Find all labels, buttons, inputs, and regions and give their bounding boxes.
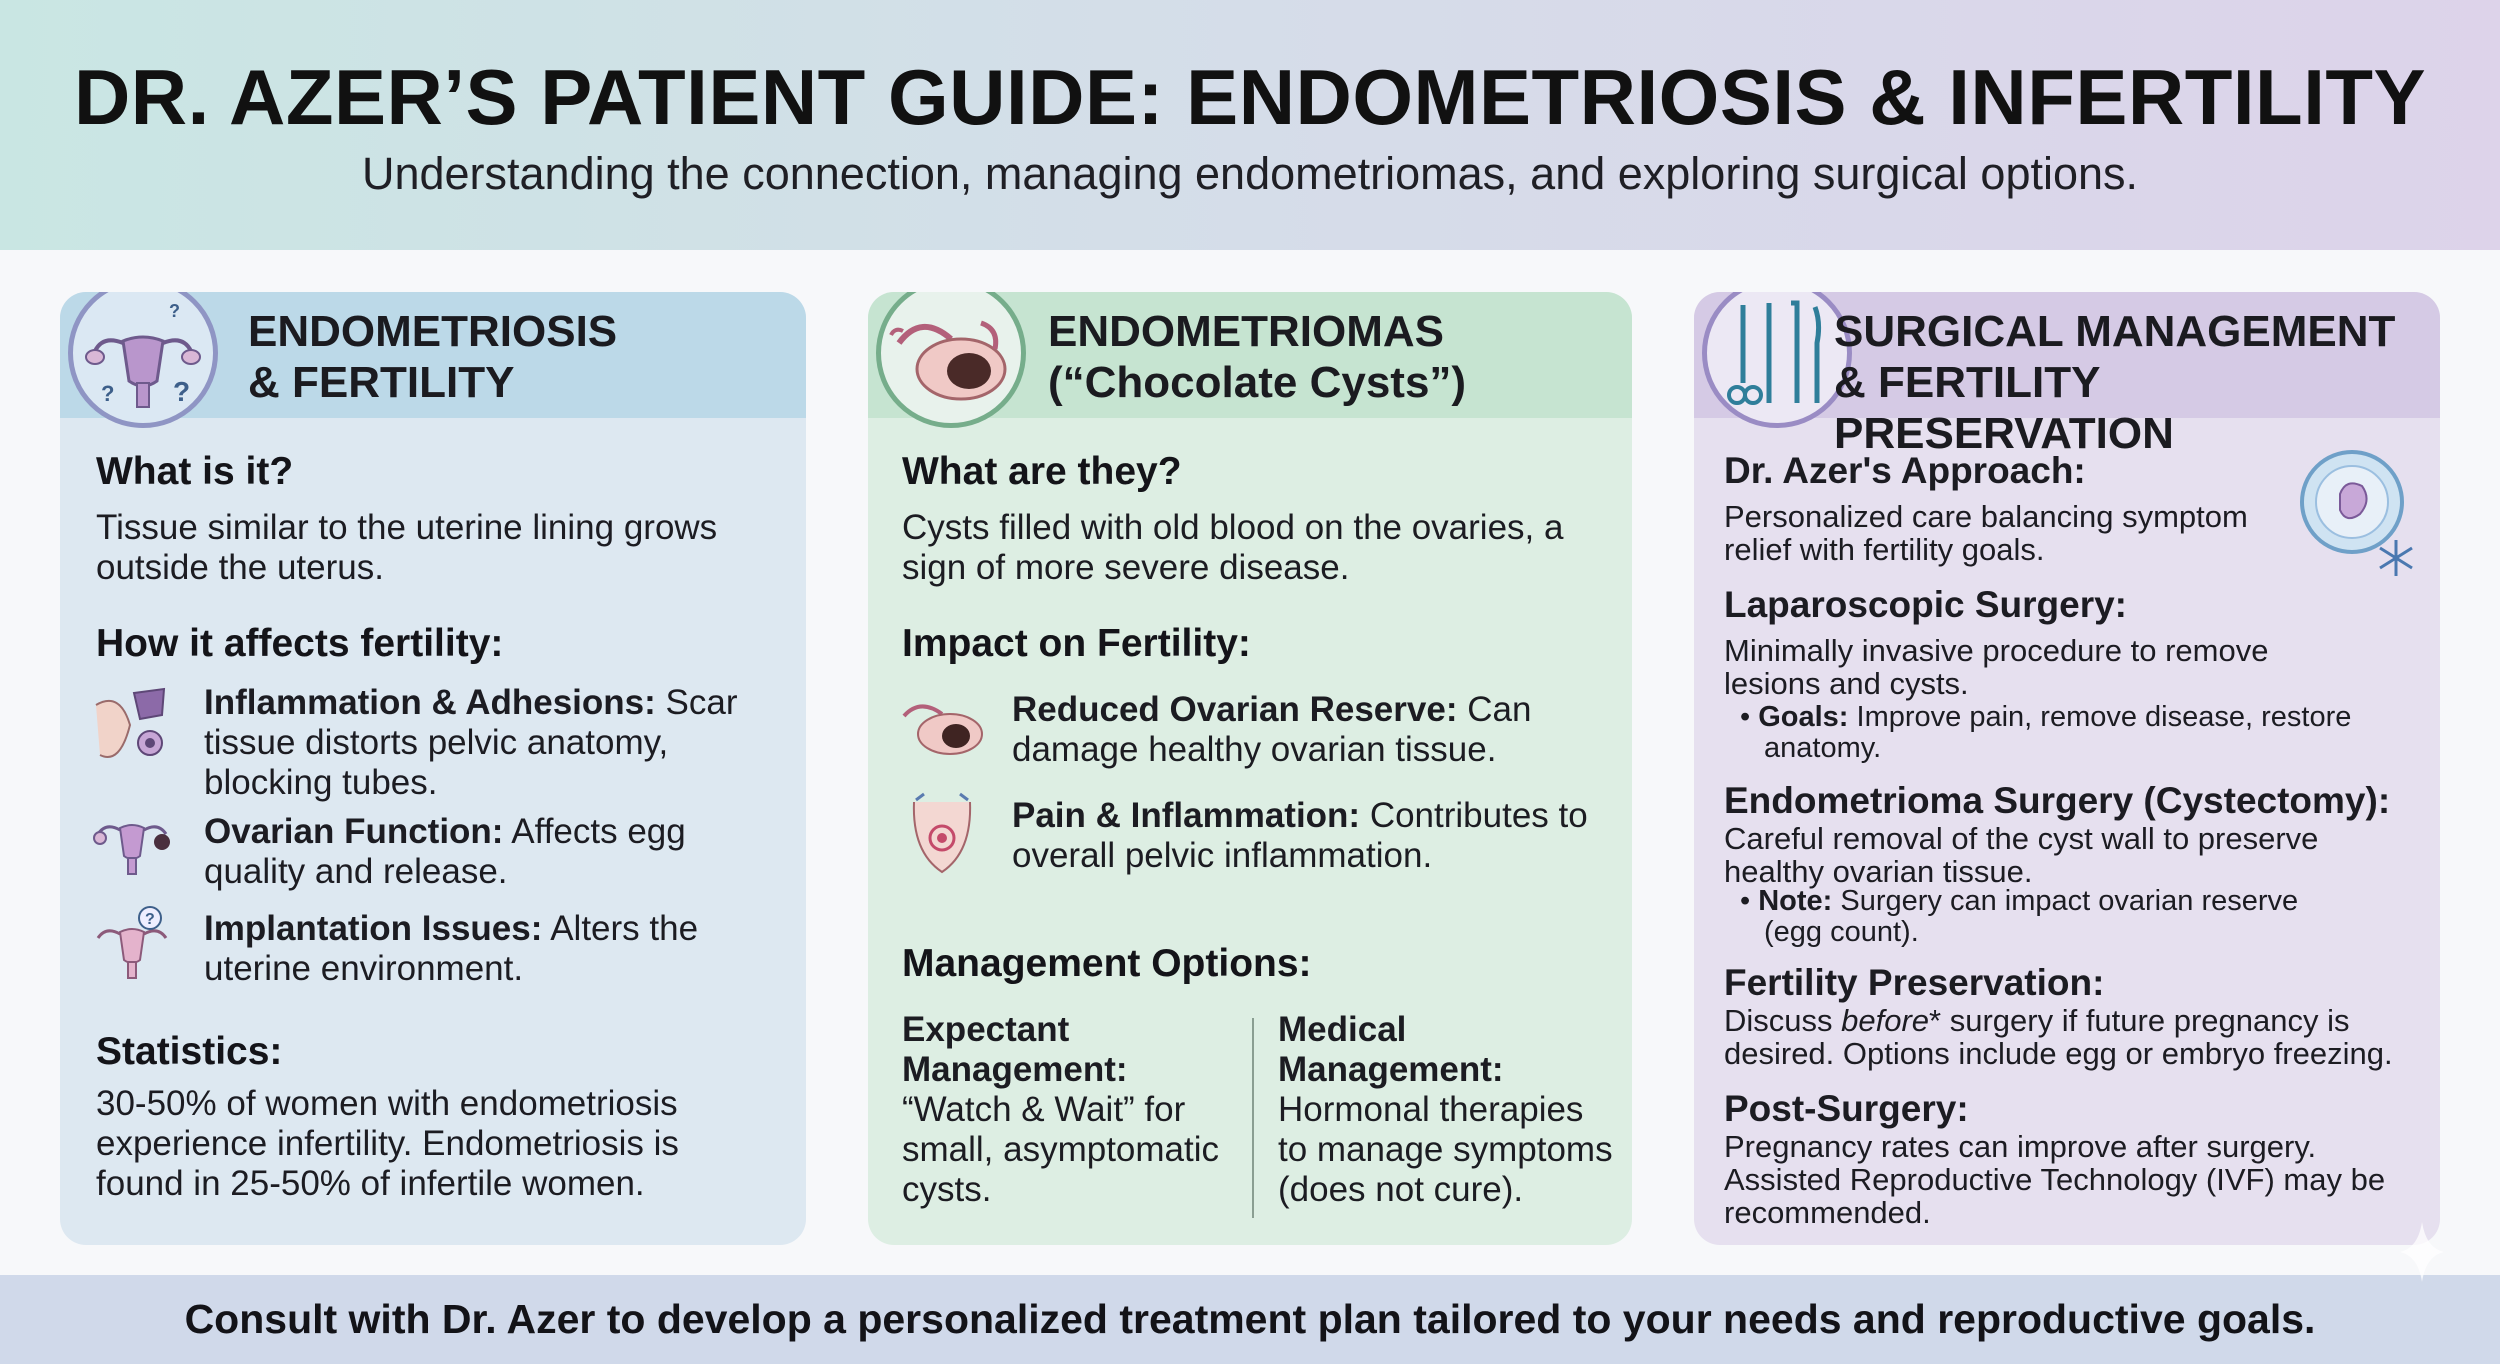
svg-text:?: ?: [169, 301, 180, 321]
laparoscopic-goals: • Goals: Improve pain, remove disease, restore anatomy.: [1740, 701, 2352, 764]
approach-heading: Dr. Azer's Approach:: [1724, 450, 2086, 491]
post-surgery-heading: Post-Surgery:: [1724, 1088, 1969, 1129]
adhesions-icon: [90, 685, 170, 775]
ovarian-function-item: Ovarian Function: Affects egg quality and release.: [204, 812, 686, 891]
impact-fertility-heading: Impact on Fertility:: [902, 622, 1251, 665]
post-surgery-text: Pregnancy rates can improve after surgery. Assisted Reproductive Technology (IVF) may be recommended.: [1724, 1129, 2386, 1230]
what-is-it-heading: What is it?: [96, 450, 294, 493]
svg-text:?: ?: [173, 376, 191, 407]
cystectomy-text: Careful removal of the cyst wall to preserve healthy ovarian tissue.: [1724, 821, 2319, 889]
endometriosis-fertility-card: [60, 292, 806, 1245]
card-header: [868, 292, 1632, 418]
ovary-cyst-icon: [876, 292, 1026, 428]
svg-text:?: ?: [101, 381, 115, 406]
surgical-management-card: [1694, 292, 2440, 1245]
reduced-reserve-item: Reduced Ovarian Reserve: Can damage healthy ovarian tissue.: [1012, 690, 1532, 769]
what-is-it-text: Tissue similar to the uterine lining grows outside the uterus.: [96, 508, 718, 587]
laparoscopic-heading: Laparoscopic Surgery:: [1724, 584, 2128, 625]
ovary-cyst-small-icon: [898, 690, 988, 760]
implantation-item: Implantation Issues: Alters the uterine environment.: [204, 909, 699, 988]
footer-text: Consult with Dr. Azer to develop a personalized treatment plan tailored to your needs and reproductive goals.: [184, 1296, 2316, 1342]
svg-text:?: ?: [145, 911, 155, 928]
uterus-question-icon: [68, 292, 218, 428]
statistics-text: 30-50% of women with endometriosis experience infertility. Endometriosis is found in 25-50% of infertile women.: [96, 1084, 679, 1203]
card-heading: SURGICAL MANAGEMENT & FERTILITY PRESERVATION: [1834, 307, 2396, 458]
medical-management: Medical Management: Hormonal therapies to manage symptoms (does not cure).: [1278, 1010, 1613, 1209]
adhesions-item: Inflammation & Adhesions: Scar tissue distorts pelvic anatomy, blocking tubes.: [204, 683, 738, 802]
affects-fertility-heading: How it affects fertility:: [96, 622, 504, 665]
page-subtitle: Understanding the connection, managing endometriomas, and exploring surgical options.: [361, 148, 2139, 199]
pain-inflammation-item: Pain & Inflammation: Contributes to overall pelvic inflammation.: [1012, 796, 1588, 875]
header-banner: [0, 0, 2500, 250]
card-heading: ENDOMETRIOSIS & FERTILITY: [248, 307, 618, 407]
page-title: DR. AZER’S PATIENT GUIDE: ENDOMETRIOSIS & INFERTILITY: [73, 53, 2427, 141]
expectant-management: Expectant Management: “Watch & Wait” for small, asymptomatic cysts.: [902, 1010, 1220, 1209]
approach-text: Personalized care balancing symptom relief with fertility goals.: [1724, 499, 2248, 567]
what-are-they-text: Cysts filled with old blood on the ovaries, a sign of more severe disease.: [902, 508, 1564, 587]
sparkle-icon: [2400, 1222, 2444, 1282]
what-are-they-heading: What are they?: [902, 450, 1182, 493]
laparoscopic-text: Minimally invasive procedure to remove lesions and cysts.: [1724, 633, 2269, 701]
card-header: [1694, 292, 2440, 458]
surgical-instruments-icon: [1702, 292, 1852, 428]
endometriomas-card: [868, 292, 1632, 1245]
cystectomy-note: • Note: Surgery can impact ovarian reserve (egg count).: [1740, 885, 2299, 948]
ovary-uterus-icon: [92, 810, 172, 880]
embryo-freezing-icon: [2296, 444, 2426, 580]
fertility-preservation-text: Discuss before* surgery if future pregnancy is desired. Options include egg or embryo freezing.: [1724, 1003, 2393, 1071]
column-divider: [1252, 1018, 1254, 1218]
cystectomy-heading: Endometrioma Surgery (Cystectomy):: [1724, 780, 2391, 821]
pain-inflammation-icon: [904, 792, 980, 878]
card-heading: ENDOMETRIOMAS (“Chocolate Cysts”): [1048, 307, 1467, 407]
statistics-heading: Statistics:: [96, 1030, 283, 1073]
card-header: [60, 292, 806, 418]
management-options-heading: Management Options:: [902, 942, 1312, 985]
fertility-preservation-heading: Fertility Preservation:: [1724, 962, 2105, 1003]
footer-banner: [0, 1275, 2500, 1364]
implantation-uterus-icon: [92, 904, 172, 984]
